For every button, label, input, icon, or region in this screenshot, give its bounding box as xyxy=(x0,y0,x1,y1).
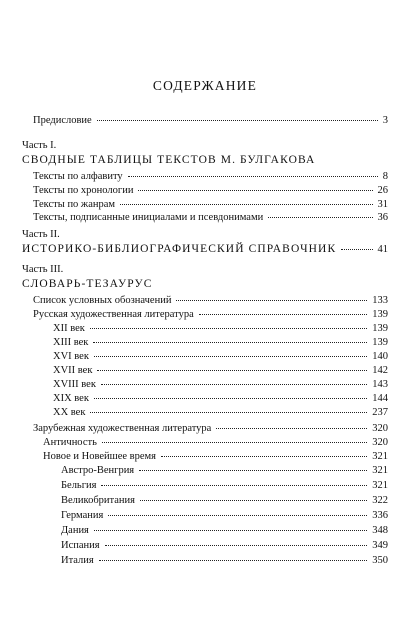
toc-entry-page: 321 xyxy=(372,465,388,476)
dot-leader xyxy=(94,520,367,531)
toc-entry-page: 321 xyxy=(372,480,388,491)
toc-entry-page: 139 xyxy=(372,337,388,348)
toc-entry-page: 36 xyxy=(377,212,388,223)
toc-entry[interactable] xyxy=(61,552,388,568)
dot-leader xyxy=(108,505,367,516)
part-3-heading: Часть III. xyxy=(22,264,64,275)
toc-entry-label: Великобритания xyxy=(61,495,135,506)
dot-leader xyxy=(90,402,367,413)
dot-leader xyxy=(93,332,367,343)
toc-entry-label: Дания xyxy=(61,525,89,536)
toc-entry-page: 350 xyxy=(372,555,388,566)
dot-leader xyxy=(140,490,367,501)
dot-leader xyxy=(268,207,372,218)
toc-entry-label: XII век xyxy=(53,323,85,334)
page-title: СОДЕРЖАНИЕ xyxy=(152,78,258,93)
dot-leader xyxy=(94,388,367,399)
toc-entry-label: XIX век xyxy=(53,393,89,404)
part-2-title: ИСТОРИКО-БИБЛИОГРАФИЧЕСКИЙ СПРАВОЧНИК xyxy=(22,243,337,255)
dot-leader xyxy=(128,166,378,177)
toc-entry-label: XVII век xyxy=(53,365,93,376)
toc-entry-label: Русская художественная литература xyxy=(33,309,194,320)
toc-entry-page: 144 xyxy=(372,393,388,404)
toc-entry-label: Австро-Венгрия xyxy=(61,465,135,476)
dot-leader xyxy=(99,550,368,561)
toc-entry-label: Новое и Новейшее время xyxy=(43,451,157,462)
dot-leader xyxy=(138,180,372,191)
toc-entry-page: 142 xyxy=(372,365,388,376)
toc-entry-label: XVIII век xyxy=(53,379,96,390)
part-2-title-row[interactable] xyxy=(22,241,388,257)
dot-leader xyxy=(341,239,372,250)
toc-entry-label: Предисловие xyxy=(33,115,92,126)
part-3-title: СЛОВАРЬ-ТЕЗАУРУС xyxy=(22,278,153,290)
toc-entry-label: Зарубежная художественная литература xyxy=(33,423,212,434)
toc-entry-label: Тексты по жанрам xyxy=(33,199,116,210)
toc-entry-label: Античность xyxy=(43,437,97,448)
toc-entry-page: 237 xyxy=(372,407,388,418)
toc-entry[interactable] xyxy=(33,209,388,225)
dot-leader xyxy=(97,360,367,371)
toc-entry-page: 322 xyxy=(372,495,388,506)
toc-entry-page: 320 xyxy=(372,437,388,448)
part-2-heading: Часть II. xyxy=(22,229,60,240)
dot-leader xyxy=(101,475,367,486)
part-1-heading: Часть I. xyxy=(22,140,57,151)
toc-entry-page: 133 xyxy=(372,295,388,306)
dot-leader xyxy=(176,290,367,301)
toc-entry-label: Германия xyxy=(61,510,104,521)
toc-entry-label: Испания xyxy=(61,540,100,551)
toc-entry-label: Тексты, подписанные инициалами и псевдонимами xyxy=(33,212,264,223)
toc-entry-page: 336 xyxy=(372,510,388,521)
toc-entry-label: Италия xyxy=(61,555,94,566)
toc-entry-page: 26 xyxy=(377,185,388,196)
toc-entry-page: 31 xyxy=(377,199,388,210)
dot-leader xyxy=(139,460,367,471)
dot-leader xyxy=(199,304,367,315)
part-1-title: СВОДНЫЕ ТАБЛИЦЫ ТЕКСТОВ М. БУЛГАКОВА xyxy=(22,154,316,166)
toc-entry-page: 348 xyxy=(372,525,388,536)
toc-entry-page: 41 xyxy=(377,244,388,255)
toc-entry-page: 8 xyxy=(382,171,388,182)
dot-leader xyxy=(97,110,378,121)
dot-leader xyxy=(102,432,367,443)
dot-leader xyxy=(101,374,367,385)
toc-entry-page: 139 xyxy=(372,309,388,320)
toc-entry-page: 140 xyxy=(372,351,388,362)
toc-entry-page: 143 xyxy=(372,379,388,390)
toc-entry-page: 349 xyxy=(372,540,388,551)
dot-leader xyxy=(216,418,367,429)
toc-entry-label: Тексты по алфавиту xyxy=(33,171,123,182)
dot-leader xyxy=(105,535,368,546)
toc-entry-page: 320 xyxy=(372,423,388,434)
toc-entry-label: Список условных обозначений xyxy=(33,295,172,306)
toc-entry-page: 321 xyxy=(372,451,388,462)
toc-entry-page: 139 xyxy=(372,323,388,334)
toc-entry-label: XX век xyxy=(53,407,86,418)
toc-entry-label: Тексты по хронологии xyxy=(33,185,134,196)
dot-leader xyxy=(94,346,367,357)
dot-leader xyxy=(90,318,367,329)
dot-leader xyxy=(161,446,367,457)
dot-leader xyxy=(120,194,372,205)
toc-entry-label: Бельгия xyxy=(61,480,97,491)
toc-entry-label: XVI век xyxy=(53,351,89,362)
toc-entry-page: 3 xyxy=(382,115,388,126)
toc-entry-preface[interactable] xyxy=(33,112,388,128)
toc-entry-label: XIII век xyxy=(53,337,89,348)
